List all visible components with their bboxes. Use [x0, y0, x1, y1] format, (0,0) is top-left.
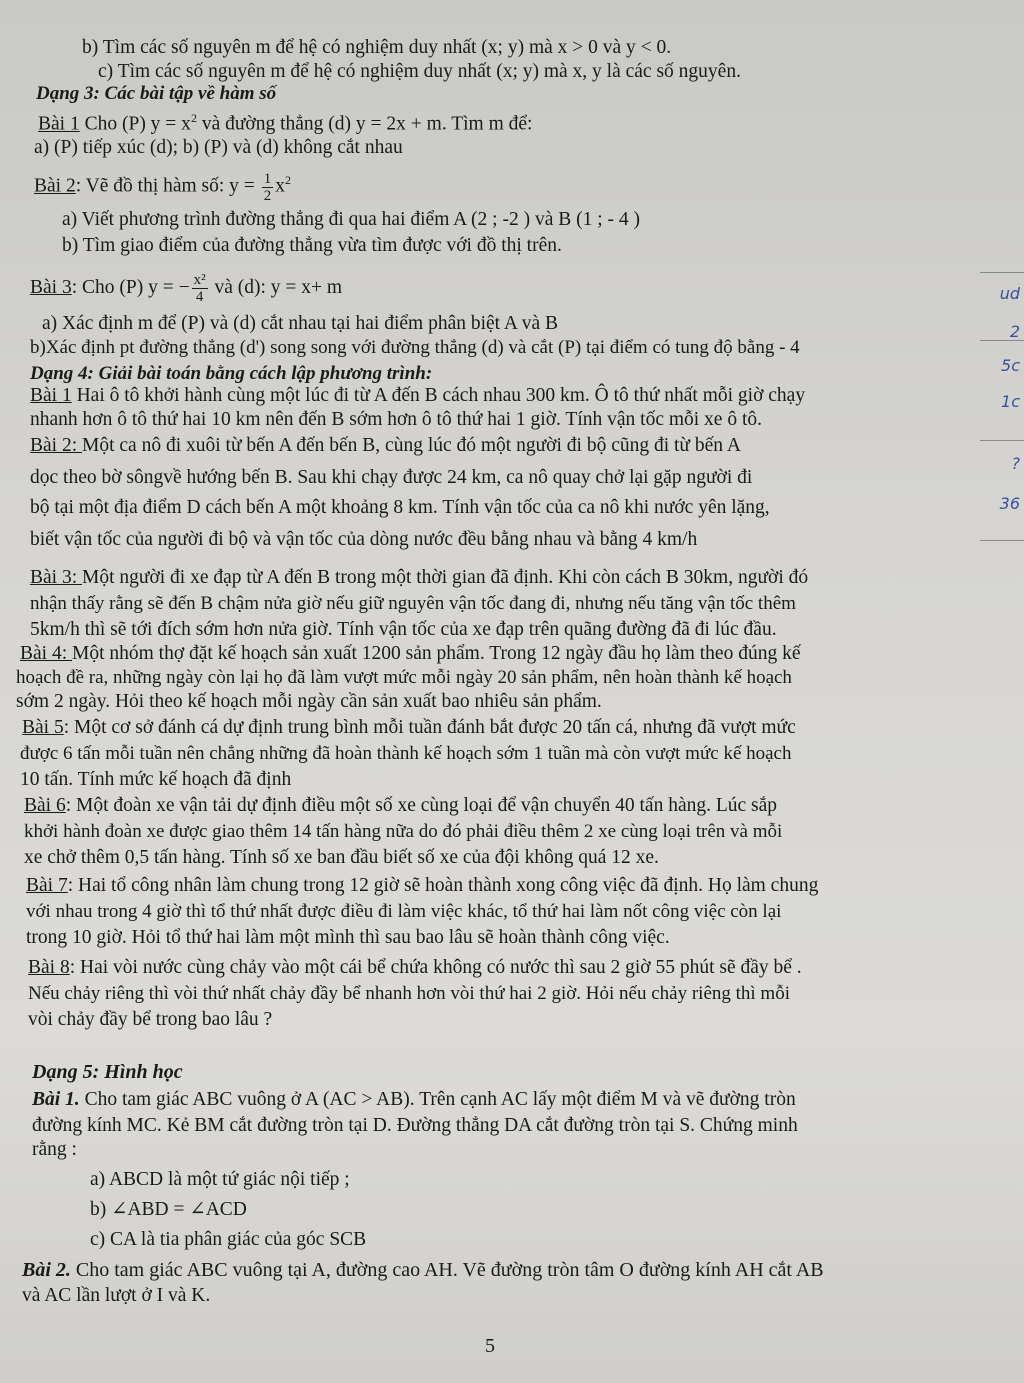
text-line: vòi chảy đầy bể trong bao lâu ?	[28, 1009, 273, 1030]
text-span: : Một đoàn xe vận tải dự định điều một số xe cùng loại để vận chuyển 40 tấn hàng. Lúc sắp	[65, 795, 778, 816]
text-line: c) CA là tia phân giác của góc SCB	[90, 1229, 367, 1250]
text-line	[30, 384, 805, 408]
text-span: x	[275, 175, 285, 197]
text-line: Nếu chảy riêng thì vòi thứ nhất chảy đầy bể nhanh hơn vòi thứ hai 2 giờ. Hỏi nếu chảy riêng thì mỗi	[28, 983, 790, 1004]
text-line: b) Tìm giao điểm của đường thẳng vừa tìm được với đồ thị trên.	[62, 235, 562, 256]
margin-handwriting: ud	[999, 284, 1020, 303]
text-span: Cho tam giác ABC vuông tại A, đường cao AH. Vẽ đường tròn tâm O đường kính AH cắt AB	[70, 1259, 824, 1281]
text-line	[28, 956, 802, 980]
text-line	[20, 642, 800, 666]
margin-rule	[980, 272, 1024, 273]
exercise-label: Bài 5	[22, 717, 64, 738]
exercise-label: Bài 1.	[32, 1089, 80, 1110]
exercise-label: Bài 1	[38, 113, 80, 135]
text-line	[30, 566, 808, 590]
text-line	[38, 106, 532, 137]
text-line	[30, 272, 342, 305]
text-span: Cho (P) y = x	[79, 113, 191, 135]
text-span: : Cho (P) y = −	[71, 276, 190, 298]
exercise-label: Bài 3	[30, 276, 72, 298]
text-span: và (d): y = x+ m	[209, 276, 343, 298]
text-span: : Hai vòi nước cùng chảy vào một cái bể chứa không có nước thì sau 2 giờ 55 phút sẽ đầy bể .	[69, 957, 802, 978]
exercise-label: Bài 4:	[20, 643, 72, 664]
text-span: : Một cơ sở đánh cá dự định trung bình mỗi tuần đánh bắt được 20 tấn cá, nhưng đã vượt mức	[63, 717, 796, 738]
superscript: 2	[284, 173, 291, 187]
margin-handwriting: 2	[1009, 322, 1020, 341]
text-line: b) ∠ABD = ∠ACD	[90, 1199, 247, 1220]
fraction-denominator: 2	[263, 187, 272, 204]
text-span: : Vẽ đồ thị hàm số: y =	[75, 175, 260, 197]
text-span: Một người đi xe đạp từ A đến B trong một thời gian đã định. Khi còn cách B 30km, người đó	[82, 567, 809, 588]
text-line: 10 tấn. Tính mức kế hoạch đã định	[20, 769, 292, 790]
margin-rule	[980, 440, 1024, 441]
text-line: a) Viết phương trình đường thẳng đi qua hai điểm A (2 ; -2 ) và B (1 ; - 4 )	[62, 209, 641, 230]
text-line: đường kính MC. Kẻ BM cắt đường tròn tại D. Đường thẳng DA cắt đường tròn tại S. Chứng minh	[32, 1115, 798, 1136]
text-span: và đường thẳng (d) y = 2x + m. Tìm m để:	[196, 113, 533, 135]
margin-rule	[980, 540, 1024, 541]
text-line: trong 10 giờ. Hỏi tổ thứ hai làm một mình thì sau bao lâu sẽ hoàn thành công việc.	[26, 927, 670, 948]
text-line: nhanh hơn ô tô thứ hai 10 km nên đến B sớm hơn ô tô thứ hai 1 giờ. Tính vận tốc mỗi xe ô tô.	[30, 409, 763, 430]
text-line: a) Xác định m để (P) và (d) cắt nhau tại hai điểm phân biệt A và B	[42, 313, 559, 334]
text-line: bộ tại một địa điểm D cách bến A một khoảng 8 km. Tính vận tốc của ca nô khi nước yên lặng,	[30, 497, 770, 518]
exercise-label: Bài 8	[28, 957, 70, 978]
text-line: c) Tìm các số nguyên m để hệ có nghiệm duy nhất (x; y) mà x, y là các số nguyên.	[98, 61, 741, 82]
text-line	[30, 434, 741, 458]
margin-handwriting: 5c	[1001, 356, 1020, 375]
text-line: b) Tìm các số nguyên m để hệ có nghiệm duy nhất (x; y) mà x > 0 và y < 0.	[82, 37, 672, 58]
text-line: xe chở thêm 0,5 tấn hàng. Tính số xe ban đầu biết số xe của đội không quá 12 xe.	[24, 847, 659, 868]
exercise-label: Bài 7	[26, 875, 68, 896]
section-heading-dang-4: Dạng 4: Giải bài toán bằng cách lập phương trình:	[30, 363, 433, 384]
fraction-numerator: x²	[193, 272, 206, 288]
text-line: 5km/h thì sẽ tới đích sớm hơn nửa giờ. Tính vận tốc của xe đạp trên quãng đường đã đi lúc đầu.	[30, 619, 777, 640]
exercise-label: Bài 2.	[22, 1259, 71, 1281]
text-line: và AC lần lượt ở I và K.	[22, 1285, 211, 1306]
text-line	[32, 1088, 796, 1112]
margin-handwriting: 1c	[1001, 392, 1020, 411]
text-line: b)Xác định pt đường thẳng (d') song song với đường thẳng (d) và cắt (P) tại điểm có tung độ bằng - 4	[30, 337, 800, 358]
text-line	[22, 1258, 824, 1282]
exercise-label: Bài 3:	[30, 567, 82, 588]
superscript: 2	[190, 111, 197, 125]
exercise-label: Bài 6	[24, 795, 66, 816]
text-line: sớm 2 ngày. Hỏi theo kế hoạch mỗi ngày cần sản xuất bao nhiêu sản phẩm.	[16, 691, 602, 712]
text-line	[24, 794, 777, 818]
text-line	[26, 874, 818, 898]
fraction-denominator: 4	[195, 289, 204, 305]
text-span: Một ca nô đi xuôi từ bến A đến bến B, cùng lúc đó một người đi bộ cũng đi từ bến A	[82, 435, 741, 456]
fraction	[262, 171, 274, 204]
exercise-label: Bài 2:	[30, 435, 82, 456]
margin-handwriting: ?	[1011, 454, 1020, 473]
section-heading-dang-5: Dạng 5: Hình học	[32, 1061, 183, 1083]
section-heading-dang-3: Dạng 3: Các bài tập về hàm số	[36, 83, 277, 104]
fraction	[192, 272, 208, 305]
page-number: 5	[485, 1335, 495, 1357]
text-span: Một nhóm thợ đặt kế hoạch sản xuất 1200 sản phẩm. Trong 12 ngày đầu họ làm theo đúng kế	[72, 643, 801, 664]
text-line: nhận thấy rằng sẽ đến B chậm nửa giờ nếu giữ nguyên vận tốc đang đi, nhưng nếu tăng vận tốc thêm	[30, 593, 796, 614]
text-span: : Hai tổ công nhân làm chung trong 12 giờ sẽ hoàn thành xong công việc đã định. Họ làm chung	[67, 875, 819, 896]
exercise-label: Bài 2	[34, 175, 76, 197]
text-line: hoạch đề ra, những ngày còn lại họ đã làm vượt mức mỗi ngày 20 sản phẩm, nên hoàn thành kế hoạch	[16, 667, 792, 688]
exercise-label: Bài 1	[30, 385, 72, 406]
text-line: với nhau trong 4 giờ thì tổ thứ nhất được điều đi làm việc khác, tổ thứ hai làm nốt công việc còn lại	[26, 901, 782, 922]
text-line: a) ABCD là một tứ giác nội tiếp ;	[90, 1169, 350, 1190]
text-span: Cho tam giác ABC vuông ở A (AC > AB). Trên cạnh AC lấy một điểm M và vẽ đường tròn	[79, 1089, 796, 1110]
text-line: a) (P) tiếp xúc (d); b) (P) và (d) không cắt nhau	[34, 137, 403, 158]
text-line: dọc theo bờ sôngvề hướng bến B. Sau khi chạy được 24 km, ca nô quay chở lại gặp người đi	[30, 467, 753, 488]
text-line: rằng :	[32, 1139, 77, 1160]
text-line: khởi hành đoàn xe được giao thêm 14 tấn hàng nữa do đó phải điều thêm 2 xe cùng loại trên và mỗi	[24, 821, 783, 842]
text-span: Hai ô tô khởi hành cùng một lúc đi từ A đến B cách nhau 300 km. Ô tô thứ nhất mỗi giờ chạy	[71, 385, 806, 406]
margin-handwriting: 36	[999, 494, 1020, 513]
text-line	[34, 168, 291, 204]
text-line	[22, 716, 796, 740]
text-line: được 6 tấn mỗi tuần nên chẳng những đã hoàn thành kế hoạch sớm 1 tuần mà còn vượt mức kế hoạch	[20, 743, 792, 764]
text-line: biết vận tốc của người đi bộ và vận tốc của dòng nước đều bằng nhau và bằng 4 km/h	[30, 529, 698, 550]
fraction-numerator: 1	[263, 170, 272, 187]
